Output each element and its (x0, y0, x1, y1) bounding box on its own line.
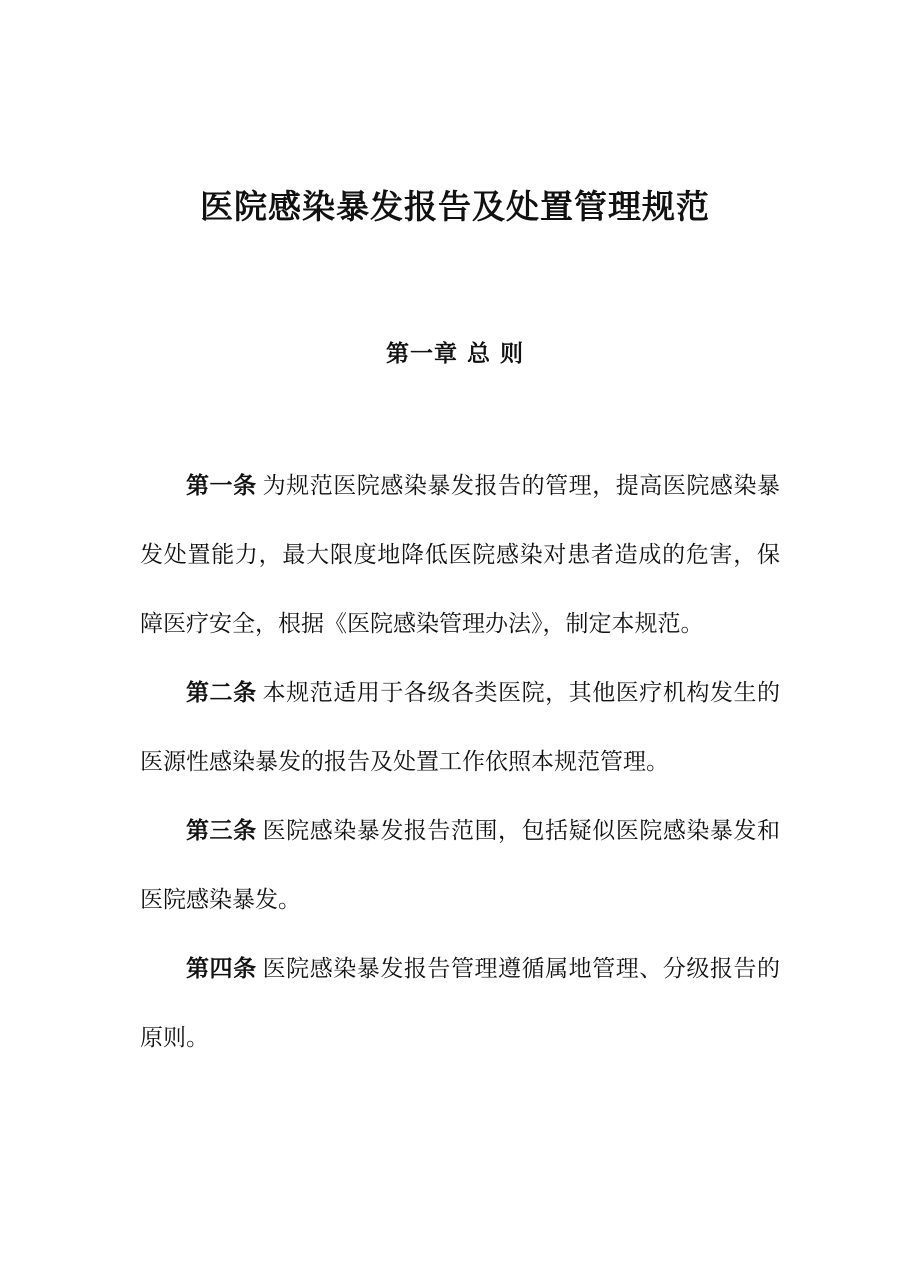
article-3 (140, 797, 780, 935)
chapter-heading: 第一章 总 则 (385, 341, 524, 367)
article-text: 医院感染暴发报告管理遵循属地管理、分级报告的原则。 (140, 956, 780, 1051)
article-number: 第四条 (186, 956, 257, 982)
article-number: 第三条 (186, 818, 257, 844)
document-body (140, 452, 780, 1073)
article-1 (140, 452, 780, 659)
document-title: 医院感染暴发报告及处置管理规范 (200, 187, 710, 226)
article-number: 第二条 (186, 680, 257, 706)
article-text: 医院感染暴发报告范围，包括疑似医院感染暴发和医院感染暴发。 (140, 818, 780, 913)
article-text: 为规范医院感染暴发报告的管理，提高医院感染暴发处置能力，最大限度地降低医院感染对患者造成的危害，保障医疗安全，根据《医院感染管理办法》，制定本规范。 (140, 473, 780, 637)
article-4 (140, 935, 780, 1073)
article-2 (140, 659, 780, 797)
article-number: 第一条 (186, 473, 257, 499)
article-text: 本规范适用于各级各类医院，其他医疗机构发生的医源性感染暴发的报告及处置工作依照本规范管理。 (140, 680, 780, 775)
